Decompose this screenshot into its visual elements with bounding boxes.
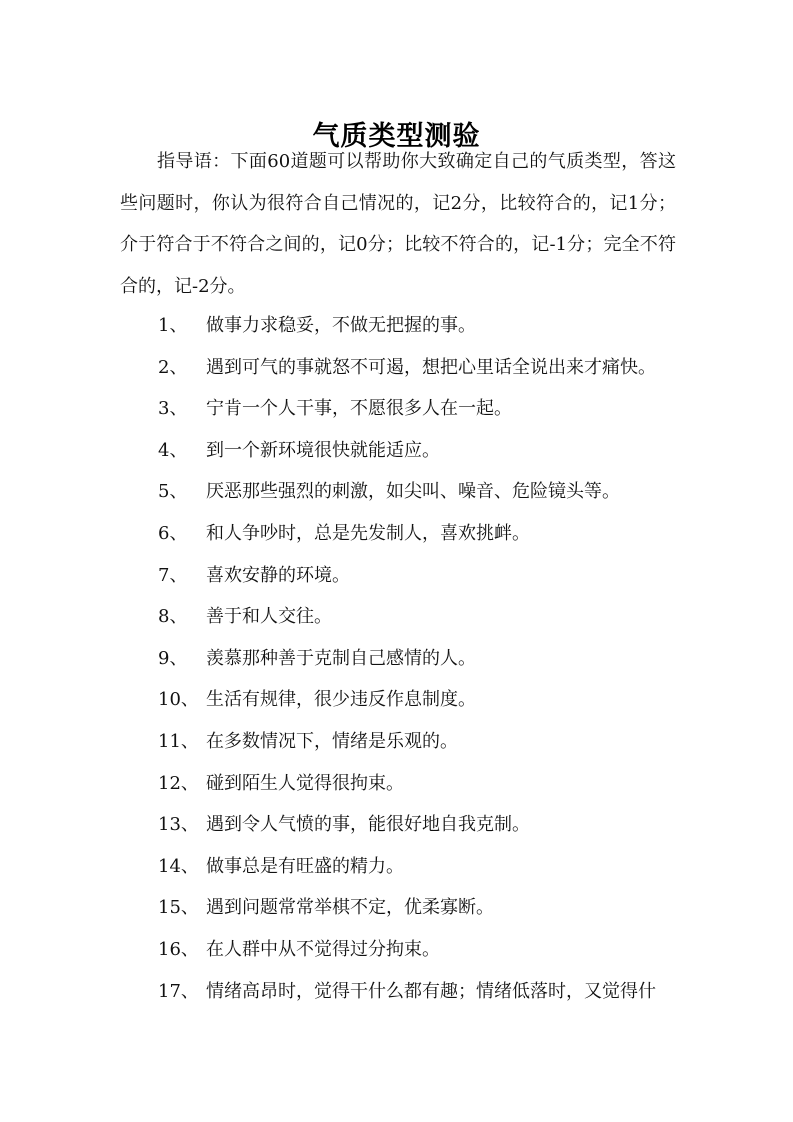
question-text: 生活有规律，很少违反作息制度。 — [206, 689, 476, 711]
question-item — [120, 471, 680, 513]
instructions-paragraph: 指导语：下面60道题可以帮助你大致确定自己的气质类型，答这些问题时，你认为很符合自己情况的，记2分，比较符合的，记1分；介于符合于不符合之间的，记0分；比较不符合的，记-1分；完全不符合的，记-2分。 — [120, 151, 676, 297]
question-number: 5、 — [158, 481, 188, 503]
question-number: 17、 — [158, 980, 199, 1002]
question-text: 和人争吵时，总是先发制人，喜欢挑衅。 — [206, 522, 530, 544]
question-item — [120, 347, 680, 389]
question-number: 11、 — [158, 730, 199, 752]
question-number: 15、 — [158, 897, 199, 919]
question-item — [120, 721, 680, 763]
question-text: 善于和人交往。 — [206, 606, 332, 628]
question-number: 13、 — [158, 814, 199, 836]
question-text: 到一个新环境很快就能适应。 — [206, 439, 440, 461]
question-text: 喜欢安静的环境。 — [206, 564, 350, 586]
question-number: 6、 — [158, 522, 188, 544]
question-item — [120, 638, 680, 680]
question-text: 碰到陌生人觉得很拘束。 — [206, 772, 404, 794]
question-text: 情绪高昂时，觉得干什么都有趣；情绪低落时，又觉得什 — [206, 980, 656, 1002]
question-number: 2、 — [158, 356, 188, 378]
question-text: 做事力求稳妥，不做无把握的事。 — [206, 315, 476, 336]
question-item — [120, 929, 680, 971]
question-number: 14、 — [158, 855, 199, 877]
question-item — [120, 679, 680, 721]
page-title: 气质类型测验 — [312, 121, 481, 153]
question-number: 3、 — [158, 398, 188, 420]
question-item — [120, 305, 680, 347]
question-number: 8、 — [158, 606, 188, 628]
question-item — [120, 887, 680, 929]
question-number: 16、 — [158, 938, 199, 960]
question-number: 12、 — [158, 772, 199, 794]
question-number: 9、 — [158, 647, 188, 669]
question-item — [120, 971, 680, 1013]
question-text: 宁肯一个人干事，不愿很多人在一起。 — [206, 398, 512, 420]
question-number: 4、 — [158, 439, 188, 461]
question-item — [120, 804, 680, 846]
question-text: 厌恶那些强烈的刺激，如尖叫、噪音、危险镜头等。 — [206, 481, 620, 503]
question-text: 遇到问题常常举棋不定，优柔寡断。 — [206, 897, 494, 919]
question-number: 7、 — [158, 564, 188, 586]
question-number: 1、 — [158, 315, 188, 336]
question-item — [120, 555, 680, 597]
question-number: 10、 — [158, 689, 199, 711]
question-item — [120, 763, 680, 805]
question-text: 遇到令人气愤的事，能很好地自我克制。 — [206, 814, 530, 836]
question-list — [120, 305, 680, 1012]
question-item — [120, 846, 680, 888]
question-text: 羡慕那种善于克制自己感情的人。 — [206, 647, 476, 669]
question-text: 做事总是有旺盛的精力。 — [206, 855, 404, 877]
question-item — [120, 388, 680, 430]
question-text: 在人群中从不觉得过分拘束。 — [206, 938, 440, 960]
question-item — [120, 596, 680, 638]
question-text: 在多数情况下，情绪是乐观的。 — [206, 730, 458, 752]
question-item — [120, 430, 680, 472]
question-item — [120, 513, 680, 555]
question-text: 遇到可气的事就怒不可遏，想把心里话全说出来才痛快。 — [206, 356, 656, 378]
